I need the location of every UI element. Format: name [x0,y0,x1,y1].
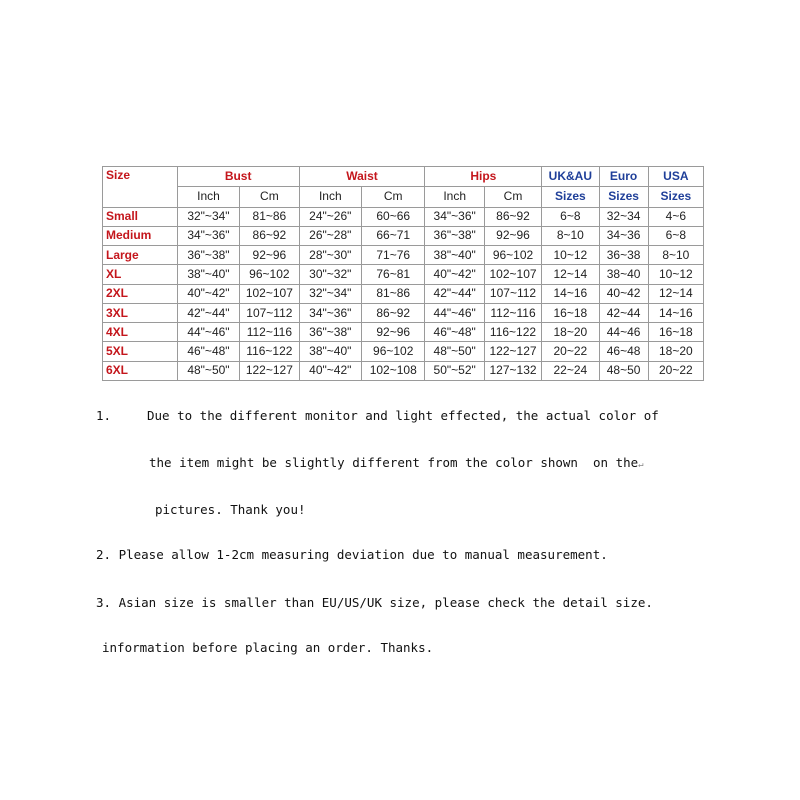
cell-bust-cm: 86~92 [240,226,299,245]
cell-hips-in: 42"~44" [425,284,484,303]
cell-usa: 14~16 [648,303,703,322]
cell-waist-in: 34"~36" [299,303,361,322]
hips-header: Hips [425,167,542,187]
hips-cm-header: Cm [484,187,541,207]
cell-bust-cm: 107~112 [240,303,299,322]
cell-hips-in: 38"~40" [425,246,484,265]
size-label: 4XL [103,323,178,342]
cell-waist-in: 26"~28" [299,226,361,245]
cell-bust-in: 46"~48" [177,342,239,361]
cell-bust-cm: 116~122 [240,342,299,361]
usa-header: USA [648,167,703,187]
cell-euro: 42~44 [599,303,648,322]
usa-sizes-header: Sizes [648,187,703,207]
cell-hips-cm: 116~122 [484,323,541,342]
cell-bust-cm: 81~86 [240,207,299,226]
cell-bust-in: 44"~46" [177,323,239,342]
note-1-number: 1. [96,408,112,423]
cell-usa: 18~20 [648,342,703,361]
bust-cm-header: Cm [240,187,299,207]
waist-inch-header: Inch [299,187,361,207]
cell-waist-in: 32"~34" [299,284,361,303]
cell-ukau: 14~16 [542,284,599,303]
cell-hips-cm: 107~112 [484,284,541,303]
note-1-line-2 [149,455,644,470]
cell-ukau: 10~12 [542,246,599,265]
size-label: Medium [103,226,178,245]
cell-ukau: 22~24 [542,361,599,380]
cell-waist-cm: 60~66 [362,207,425,226]
ukau-sizes-header: Sizes [542,187,599,207]
cell-ukau: 6~8 [542,207,599,226]
cell-ukau: 12~14 [542,265,599,284]
note-3-line-1: 3. Asian size is smaller than EU/US/UK size, please check the detail size. [96,595,653,610]
cell-usa: 6~8 [648,226,703,245]
cell-bust-cm: 122~127 [240,361,299,380]
waist-header: Waist [299,167,425,187]
cell-hips-in: 50"~52" [425,361,484,380]
cell-waist-in: 40"~42" [299,361,361,380]
cell-hips-cm: 102~107 [484,265,541,284]
cell-usa: 20~22 [648,361,703,380]
cell-bust-in: 36"~38" [177,246,239,265]
euro-header: Euro [599,167,648,187]
cell-bust-in: 40"~42" [177,284,239,303]
cell-waist-cm: 66~71 [362,226,425,245]
cell-usa: 10~12 [648,265,703,284]
cell-bust-in: 48"~50" [177,361,239,380]
cell-ukau: 18~20 [542,323,599,342]
cell-waist-cm: 96~102 [362,342,425,361]
cell-euro: 46~48 [599,342,648,361]
bust-inch-header: Inch [177,187,239,207]
size-label: 5XL [103,342,178,361]
size-label: Small [103,207,178,226]
cell-waist-in: 28"~30" [299,246,361,265]
cell-euro: 32~34 [599,207,648,226]
waist-cm-header: Cm [362,187,425,207]
size-label: 6XL [103,361,178,380]
cell-euro: 38~40 [599,265,648,284]
cell-ukau: 8~10 [542,226,599,245]
cell-hips-in: 44"~46" [425,303,484,322]
euro-sizes-header: Sizes [599,187,648,207]
size-label: Large [103,246,178,265]
cell-bust-in: 34"~36" [177,226,239,245]
cell-hips-cm: 127~132 [484,361,541,380]
cell-usa: 4~6 [648,207,703,226]
cell-bust-in: 32"~34" [177,207,239,226]
cell-waist-in: 38"~40" [299,342,361,361]
cell-hips-cm: 86~92 [484,207,541,226]
bust-header: Bust [177,167,299,187]
cell-euro: 44~46 [599,323,648,342]
cell-waist-cm: 81~86 [362,284,425,303]
note-1-line-2-text: the item might be slightly different from the color shown on the [149,455,639,470]
cell-bust-in: 42"~44" [177,303,239,322]
cell-bust-cm: 102~107 [240,284,299,303]
cell-hips-in: 34"~36" [425,207,484,226]
size-label: 3XL [103,303,178,322]
cell-waist-in: 24"~26" [299,207,361,226]
cell-hips-in: 40"~42" [425,265,484,284]
cell-euro: 40~42 [599,284,648,303]
cell-waist-cm: 102~108 [362,361,425,380]
cell-bust-in: 38"~40" [177,265,239,284]
cell-euro: 48~50 [599,361,648,380]
cell-waist-cm: 86~92 [362,303,425,322]
return-mark-icon: ↵ [638,460,644,470]
cell-waist-cm: 76~81 [362,265,425,284]
cell-waist-in: 30"~32" [299,265,361,284]
cell-hips-cm: 96~102 [484,246,541,265]
cell-hips-in: 36"~38" [425,226,484,245]
cell-euro: 34~36 [599,226,648,245]
cell-usa: 12~14 [648,284,703,303]
cell-bust-cm: 96~102 [240,265,299,284]
cell-hips-cm: 112~116 [484,303,541,322]
cell-hips-in: 48"~50" [425,342,484,361]
cell-waist-cm: 71~76 [362,246,425,265]
size-header: Size [103,167,178,208]
cell-bust-cm: 92~96 [240,246,299,265]
ukau-header: UK&AU [542,167,599,187]
cell-hips-in: 46"~48" [425,323,484,342]
cell-euro: 36~38 [599,246,648,265]
note-2: 2. Please allow 1-2cm measuring deviation due to manual measurement. [96,547,608,562]
cell-hips-cm: 92~96 [484,226,541,245]
cell-ukau: 16~18 [542,303,599,322]
cell-waist-in: 36"~38" [299,323,361,342]
cell-ukau: 20~22 [542,342,599,361]
cell-waist-cm: 92~96 [362,323,425,342]
cell-usa: 16~18 [648,323,703,342]
hips-inch-header: Inch [425,187,484,207]
cell-bust-cm: 112~116 [240,323,299,342]
note-1-line-3: pictures. Thank you! [155,502,306,517]
cell-hips-cm: 122~127 [484,342,541,361]
size-label: 2XL [103,284,178,303]
note-1-line-1: Due to the different monitor and light effected, the actual color of [147,408,659,423]
cell-usa: 8~10 [648,246,703,265]
note-3-line-2: information before placing an order. Thanks. [102,640,434,655]
size-label: XL [103,265,178,284]
